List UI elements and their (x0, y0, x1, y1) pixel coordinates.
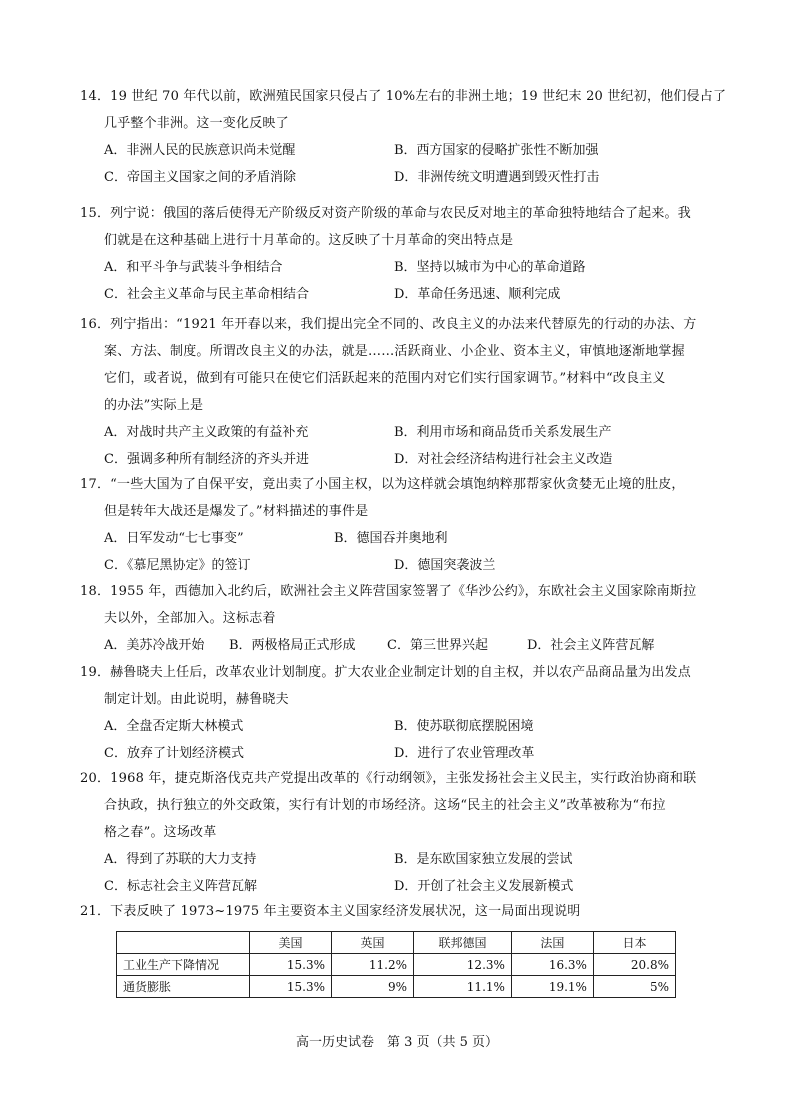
table-cell: 15.3% (250, 954, 332, 976)
options (80, 254, 720, 308)
table-header-row (117, 932, 676, 954)
table-row-label: 通货膨胀 (117, 976, 250, 998)
option-b: B．使苏联彻底摆脱困境 (394, 719, 534, 734)
option-d: D．开创了社会主义发展新模式 (394, 879, 574, 894)
options (80, 632, 720, 659)
table-cell: 15.3% (250, 976, 332, 998)
option-a: A．日军发动“七七事变” (104, 531, 244, 546)
option-c: C．帝国主义国家之间的矛盾消除 (104, 170, 296, 185)
option-c: C．强调多种所有制经济的齐头并进 (104, 452, 309, 467)
table-header-cell: 法国 (511, 932, 593, 954)
question-number: 20． (80, 771, 111, 786)
table-cell: 9% (332, 976, 414, 998)
question-stem: 20．1968 年，捷克斯洛伐克共产党提出改革的《行动纲领》，主张发扬社会主义民主，实行政治协商和联 合执政，执行独立的外交政策，实行有计划的市场经济。这场“民主的社会主义”改革被称为“布拉 格之春”。这场改革 (80, 771, 697, 840)
table-cell: 16.3% (511, 954, 593, 976)
option-d: D．进行了农业管理改革 (394, 746, 535, 761)
economy-table (116, 931, 676, 998)
option-c: C．第三世界兴起 (387, 638, 488, 653)
option-a: A．非洲人民的民族意识尚未觉醒 (104, 143, 296, 158)
question-stem: 21．下表反映了 1973~1975 年主要资本主义国家经济发展状况，这一局面出现说明 (80, 904, 581, 919)
option-d: D．非洲传统文明遭遇到毁灭性打击 (394, 170, 600, 185)
table-cell: 12.3% (414, 954, 512, 976)
question-19 (80, 659, 720, 767)
option-d: D．德国突袭波兰 (394, 558, 496, 573)
question-stem: 14．19 世纪 70 年代以前，欧洲殖民国家只侵占了 10%左右的非洲土地；19 世纪末 20 世纪初，他们侵占了 几乎整个非洲。这一变化反映了 (80, 89, 727, 131)
table-cell: 5% (593, 976, 675, 998)
options (80, 846, 720, 900)
question-stem: 17．“一些大国为了自保平安，竟出卖了小国主权，以为这样就会填饱纳粹那帮家伙贪婪无止境的肚皮， 但是转年大战还是爆发了。”材料描述的事件是 (80, 477, 685, 519)
table-header-cell: 英国 (332, 932, 414, 954)
question-number: 21． (80, 904, 111, 919)
options (80, 713, 720, 767)
option-b: B．坚持以城市为中心的革命道路 (394, 260, 586, 275)
table-cell: 11.2% (332, 954, 414, 976)
question-15 (80, 200, 720, 308)
page-footer: 高一历史试卷 第 3 页（共 5 页） (295, 1035, 499, 1050)
question-16 (80, 311, 720, 473)
question-stem: 19．赫鲁晓夫上任后，改革农业计划制度。扩大农业企业制定计划的自主权，并以农产品商品量为出发点 制定计划。由此说明，赫鲁晓夫 (80, 665, 691, 707)
table-row (117, 954, 676, 976)
option-b: B．是东欧国家独立发展的尝试 (394, 852, 573, 867)
question-stem: 18．1955 年，西德加入北约后，欧洲社会主义阵营国家签署了《华沙公约》，东欧社会主义国家除南斯拉 夫以外，全部加入。这标志着 (80, 584, 697, 626)
question-18 (80, 578, 720, 659)
question-20 (80, 765, 720, 900)
question-number: 18． (80, 584, 111, 599)
table-header-cell: 日本 (593, 932, 675, 954)
table-cell: 19.1% (511, 976, 593, 998)
option-a: A．美苏冷战开始 (104, 638, 205, 653)
table-cell: 11.1% (414, 976, 512, 998)
question-number: 17． (80, 477, 111, 492)
option-b: B．西方国家的侵略扩张性不断加强 (394, 143, 599, 158)
options (80, 419, 720, 473)
option-b: B．利用市场和商品货币关系发展生产 (394, 425, 612, 440)
options (80, 137, 720, 191)
option-c: C．《慕尼黑协定》的签订 (104, 558, 251, 573)
option-a: A．对战时共产主义政策的有益补充 (104, 425, 309, 440)
option-d: D．革命任务迅速、顺利完成 (394, 287, 561, 302)
option-d: D．社会主义阵营瓦解 (527, 638, 655, 653)
table-cell: 20.8% (593, 954, 675, 976)
question-21 (80, 898, 720, 925)
option-c: C．社会主义革命与民主革命相结合 (104, 287, 309, 302)
question-17 (80, 471, 720, 579)
table-row-label: 工业生产下降情况 (117, 954, 250, 976)
option-c: C．放弃了计划经济模式 (104, 746, 244, 761)
question-stem: 16．列宁指出：“1921 年开春以来，我们提出完全不同的、改良主义的办法来代替原先的行动的办法、方 案、方法、制度。所谓改良主义的办法，就是……活跃商业、小企业、资本主义，审慎地逐渐地掌握 它们，或者说，做到有可能只在使它们活跃起来的范围内对它们实行国家调节。”材料中“改良主义 的办法”实际上是 (80, 317, 697, 413)
question-stem: 15．列宁说：俄国的落后使得无产阶级反对资产阶级的革命与农民反对地主的革命独特地结合了起来。我 们就是在这种基础上进行十月革命的。这反映了十月革命的突出特点是 (80, 206, 691, 248)
question-number: 15． (80, 206, 111, 221)
table-row (117, 976, 676, 998)
option-b: B．德国吞并奥地利 (334, 531, 448, 546)
table-header-cell: 联邦德国 (414, 932, 512, 954)
options (80, 525, 720, 579)
question-14 (80, 83, 727, 191)
table-header-cell: 美国 (250, 932, 332, 954)
question-number: 19． (80, 665, 111, 680)
option-c: C．标志社会主义阵营瓦解 (104, 879, 257, 894)
option-d: D．对社会经济结构进行社会主义改造 (394, 452, 613, 467)
option-a: A．得到了苏联的大力支持 (104, 852, 257, 867)
table-header-cell (117, 932, 250, 954)
question-number: 16． (80, 317, 111, 332)
option-a: A．和平斗争与武装斗争相结合 (104, 260, 283, 275)
option-b: B．两极格局正式形成 (229, 638, 356, 653)
question-number: 14． (80, 89, 111, 104)
option-a: A．全盘否定斯大林模式 (104, 719, 244, 734)
